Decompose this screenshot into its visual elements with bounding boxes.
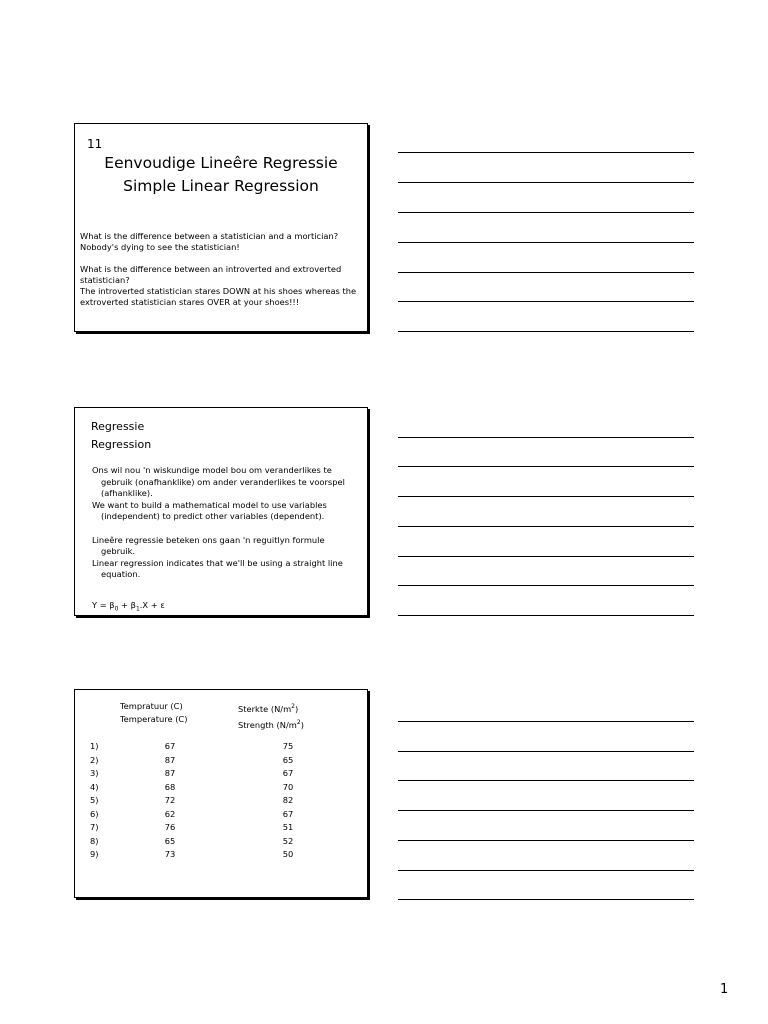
joke-2-question: What is the difference between an introverted and extroverted statistician? (80, 264, 342, 285)
joke-2-answer: The introverted statistician stares DOWN at his shoes whereas the extroverted statistician stares OVER at your shoes!!! (80, 286, 357, 307)
note-line (398, 437, 694, 438)
note-line (398, 152, 694, 153)
table-row: 5) 72 82 (90, 795, 294, 805)
paragraph-afrikaans-1: Ons wil nou 'n wiskundige model bou om veranderlikes te gebruik (onafhanklike) om ander veranderlikes te voorspel (afhanklike). (92, 465, 345, 498)
note-line (398, 212, 694, 213)
note-line (398, 301, 694, 302)
note-line (398, 870, 694, 871)
heading-english: Regression (91, 438, 152, 451)
note-line (398, 721, 694, 722)
note-line (398, 242, 694, 243)
joke-1-question: What is the difference between a statistician and a mortician? (80, 231, 339, 241)
note-line (398, 466, 694, 467)
table-row: 8) 65 52 (90, 835, 294, 846)
note-line (398, 585, 694, 586)
note-line (398, 496, 694, 497)
note-line (398, 272, 694, 273)
column-header-strength: Sterkte $(N/m^2)$ Strength $(N/m^2)$ (238, 703, 304, 730)
paragraph-english-1: We want to build a mathematical model to use variables (independent) to predict other variables (dependent). (92, 499, 327, 521)
slide-body (92, 465, 357, 581)
slide-title (75, 152, 367, 198)
joke-1-answer: Nobody's dying to see the statistician! (80, 242, 240, 252)
slide-heading (91, 418, 151, 454)
joke-1 (80, 231, 363, 253)
note-line (398, 331, 694, 332)
note-line (398, 526, 694, 527)
table-row: 2) 87 65 (90, 754, 294, 765)
slide-1 (74, 123, 368, 332)
table-row: 3) 87 67 (90, 768, 294, 778)
title-english: Simple Linear Regression (123, 177, 319, 195)
joke-2 (80, 264, 363, 308)
slide-number: 11 (87, 137, 103, 151)
regression-formula: $Y = \beta_0 + \beta_1.X + \varepsilon$ (92, 600, 165, 613)
page-number: 1 (720, 982, 729, 997)
note-line (398, 615, 694, 616)
heading-afrikaans: Regressie (91, 420, 145, 433)
title-afrikaans: Eenvoudige Lineêre Regressie (104, 154, 338, 172)
note-line (398, 751, 694, 752)
slide-3 (74, 689, 368, 898)
note-line (398, 780, 694, 781)
note-line (398, 810, 694, 811)
table-row: 9) 73 50 (90, 849, 294, 859)
table-row: 6) 62 67 (90, 808, 294, 819)
slide-body (80, 231, 363, 319)
table-row: 4) 68 70 (90, 781, 294, 792)
slide-2 (74, 407, 368, 616)
note-line (398, 899, 694, 900)
paragraph-afrikaans-2: Lineêre regressie beteken ons gaan 'n reguitlyn formule gebruik. (92, 534, 325, 556)
note-line (398, 840, 694, 841)
column-header-temperature: Tempratuur (C) Temperature (C) (120, 701, 188, 724)
note-line (398, 556, 694, 557)
note-line (398, 182, 694, 183)
table-row: 1) 67 75 (90, 741, 294, 751)
paragraph-english-2: Linear regression indicates that we'll be using a straight line equation. (92, 557, 343, 579)
table-row: 7) 76 51 (90, 822, 294, 832)
